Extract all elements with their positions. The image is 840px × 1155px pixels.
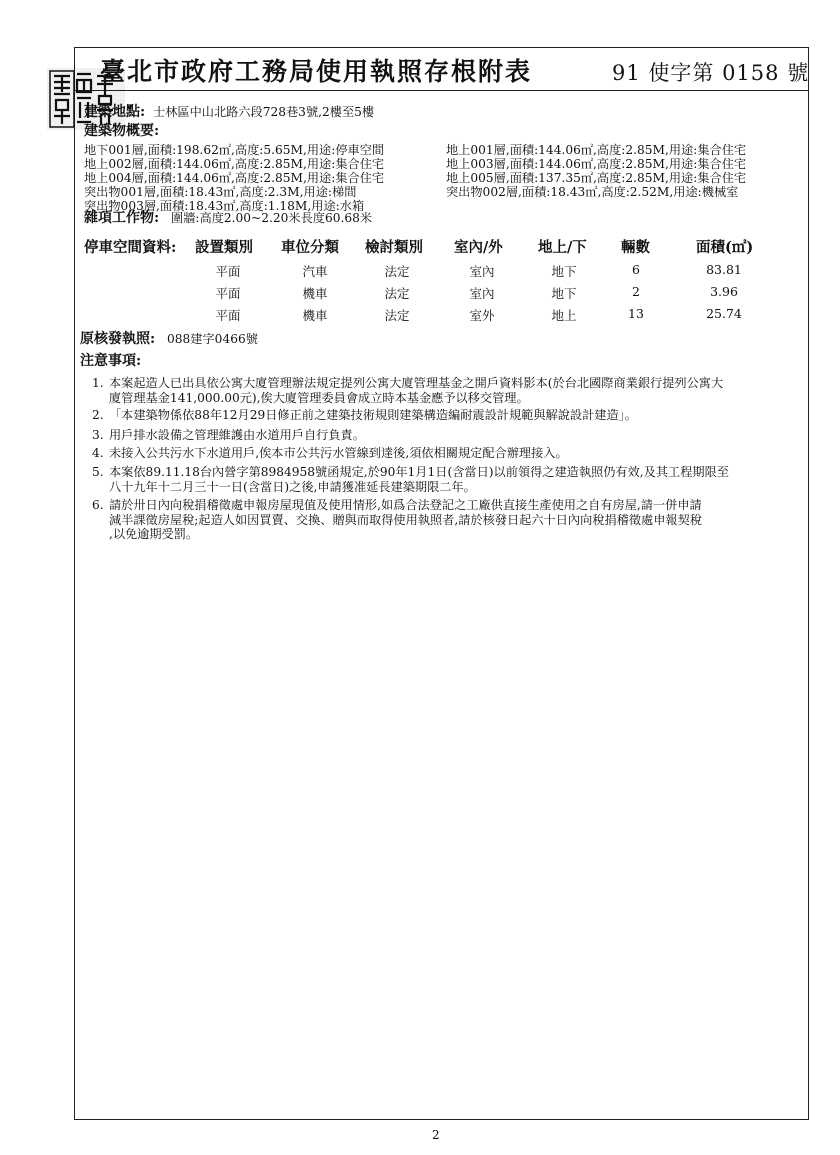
overview-label: 建築物概要: [84, 123, 160, 139]
overview-left-2: 地上002層,面積:144.06㎡,高度:2.85M,用途:集合住宅 [84, 157, 385, 171]
parking-label: 停車空間資料: [84, 239, 177, 256]
parking-cell: 13 [628, 306, 644, 321]
parking-cell: 機車 [302, 308, 328, 323]
parking-cell: 6 [632, 262, 640, 277]
parking-cell: 室外 [469, 308, 495, 323]
parking-cell: 平面 [215, 286, 241, 301]
parking-cell: 室內 [469, 286, 495, 301]
parking-cell: 地上 [551, 308, 577, 323]
overview-left-4: 突出物001層,面積:18.43㎡,高度:2.3M,用途:梯間 [84, 185, 357, 199]
parking-header-review: 檢討類別 [365, 239, 423, 256]
overview-left-5: 突出物003層,面積:18.43㎡,高度:1.18M,用途:水箱 [84, 199, 365, 213]
notes-label: 注意事項: [80, 353, 142, 369]
parking-cell: 25.74 [706, 306, 742, 321]
site-value: 士林區中山北路六段728巷3號,2樓至5樓 [153, 105, 375, 119]
parking-cell: 83.81 [706, 262, 742, 277]
site-label: 建築地點: [84, 104, 146, 120]
site-row [84, 106, 374, 119]
parking-cell: 平面 [215, 308, 241, 323]
parking-cell: 法定 [384, 308, 410, 323]
parking-header-indoor: 室內/外 [454, 239, 503, 256]
original-permit-value: 088建字0466號 [167, 332, 258, 346]
parking-cell: 法定 [384, 264, 410, 279]
title-divider [74, 90, 809, 91]
overview-right-3: 地上005層,面積:137.35㎡,高度:2.85M,用途:集合住宅 [446, 171, 747, 185]
parking-cell: 室內 [469, 264, 495, 279]
parking-cell: 地下 [551, 264, 577, 279]
original-permit-row [80, 333, 258, 346]
permit-number: 91 使字第 0158 號 [612, 61, 810, 85]
parking-header-level: 地上/下 [538, 239, 587, 256]
parking-cell: 汽車 [302, 264, 328, 279]
parking-cell: 3.96 [710, 284, 738, 299]
original-permit-label: 原核發執照: [80, 331, 156, 347]
misc-value: 圍牆:高度2.00~2.20米長度60.68米 [171, 211, 373, 225]
parking-cell: 機車 [302, 286, 328, 301]
overview-right-2: 地上003層,面積:144.06㎡,高度:2.85M,用途:集合住宅 [446, 157, 747, 171]
page-number: 2 [432, 1128, 440, 1142]
overview-left-3: 地上004層,面積:144.06㎡,高度:2.85M,用途:集合住宅 [84, 171, 385, 185]
overview-right-4: 突出物002層,面積:18.43㎡,高度:2.52M,用途:機械室 [446, 185, 739, 199]
document-title: 臺北市政府工務局使用執照存根附表 [100, 57, 533, 86]
misc-row [84, 212, 372, 225]
overview-left-1: 地下001層,面積:198.62㎡,高度:5.65M,用途:停車空間 [84, 143, 385, 157]
parking-cell: 2 [632, 284, 640, 299]
parking-cell: 平面 [215, 264, 241, 279]
parking-header-count: 輛數 [621, 239, 650, 256]
misc-label: 雜項工作物: [84, 210, 160, 226]
overview-right-1: 地上001層,面積:144.06㎡,高度:2.85M,用途:集合住宅 [446, 143, 747, 157]
parking-cell: 地下 [551, 286, 577, 301]
parking-header-class: 車位分類 [281, 239, 339, 256]
parking-header-area: 面積(㎡) [696, 239, 754, 256]
parking-header-type: 設置類別 [195, 239, 253, 256]
parking-cell: 法定 [384, 286, 410, 301]
